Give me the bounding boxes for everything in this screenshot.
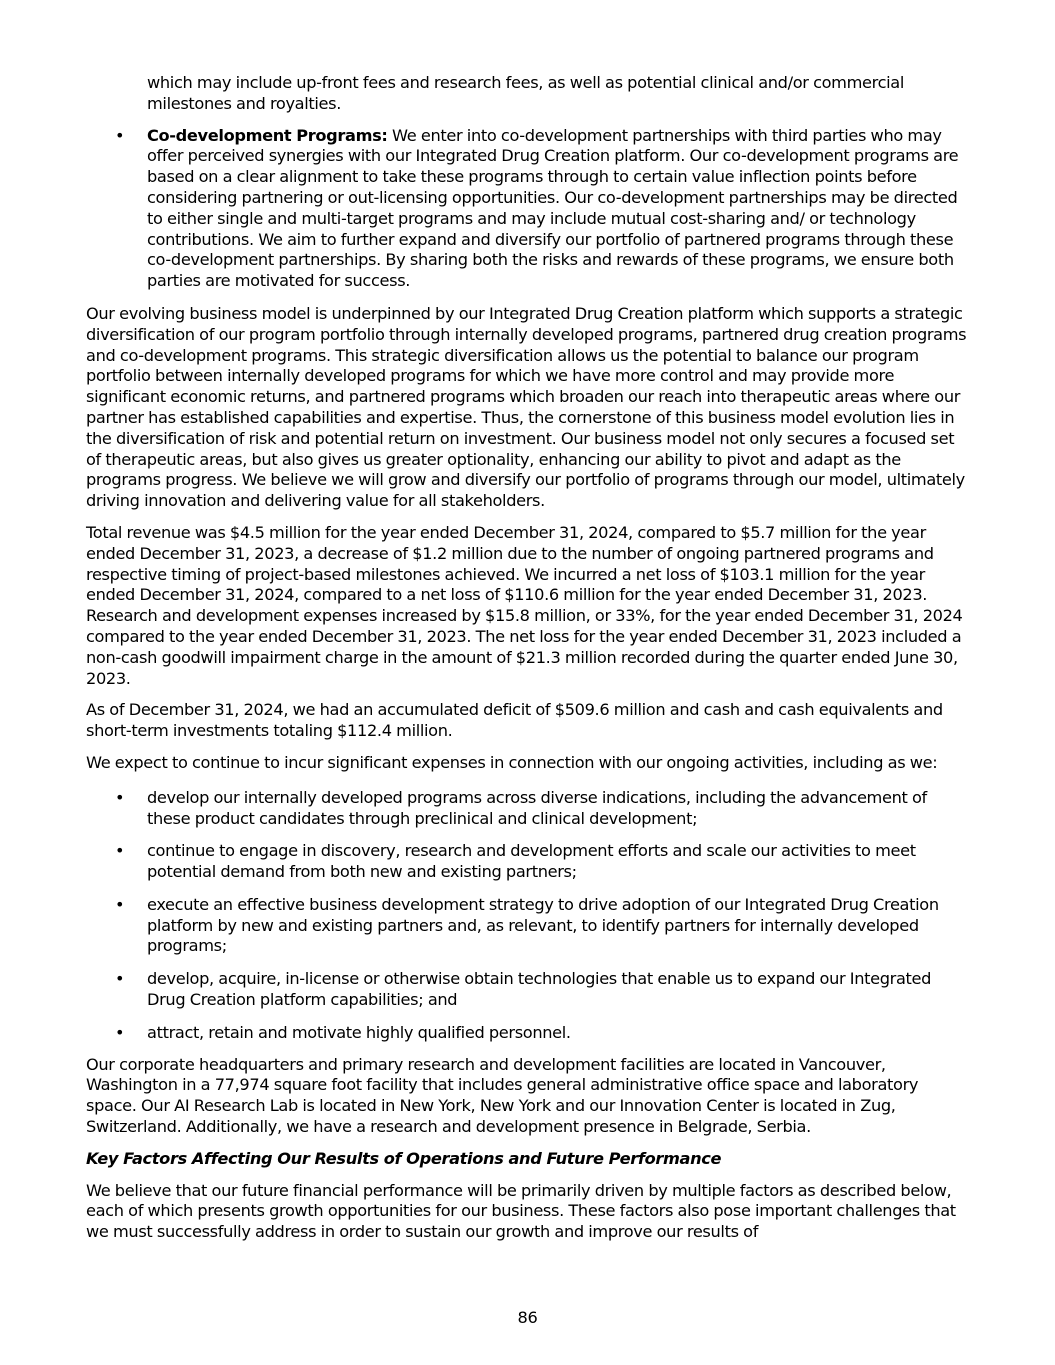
headquarters-paragraph: Our corporate headquarters and primary research and development facilities are located in Vancouver, Washington in a 77,974 square foot facility that includes general administrative office space and laboratory space. Our AI Research Lab is located in New York, New York and our Innovation Center is located in Zug, Switzerland. Additionally, we have a research and development presence in Belgrade, Serbia.	[86, 1054, 919, 1137]
revenue-paragraph: Total revenue was $4.5 million for the year ended December 31, 2024, compared to $5.7 million for the year ended December 31, 2023, a decrease of $1.2 million due to the number of ongoing partnered programs and respective timing of project-based milestones achieved. We incurred a net loss of $103.1 million for the year ended December 31, 2024, compared to a net loss of $110.6 million for the year ended December 31, 2023. Research and development expenses increased by $15.8 million, or 33%, for the year ended December 31, 2024 compared to the year ended December 31, 2023. The net loss for the year ended December 31, 2023 included a non-cash goodwill impairment charge in the amount of $21.3 million recorded during the quarter ended June 30, 2023.	[86, 522, 963, 688]
expense-bullet-execute	[86, 895, 970, 957]
continuation-paragraph: which may include up-front fees and research fees, as well as potential clinical and/or commercial milestones and royalties.	[147, 73, 904, 113]
section-heading: Key Factors Affecting Our Results of Operations and Future Performance	[86, 1148, 722, 1168]
bullet-icon: •	[115, 969, 125, 989]
co-development-text: We enter into co-development partnerships with third parties who may offer perceived synergies with our Integrated Drug Creation platform. Our co-development programs are based on a clear alignment to take these programs through to certain value inflection points before considering partnering or out-licensing opportunities. Our co-development partnerships may be directed to either single and multi-target programs and may include mutual cost-sharing and/ or technology contributions. We aim to further expand and diversify our portfolio of partnered programs through these co-development partnerships. By sharing both the risks and rewards of these programs, we ensure both parties are motivated for success.	[147, 125, 959, 291]
document-page	[86, 73, 970, 1254]
expenses-intro-paragraph: We expect to continue to incur significant expenses in connection with our ongoing activities, including as we:	[86, 752, 938, 772]
business-model-paragraph: Our evolving business model is underpinned by our Integrated Drug Creation platform which supports a strategic diversification of our program portfolio through internally developed programs, partnered drug creation programs and co-development programs. This strategic diversification allows us the potential to balance our program portfolio between internally developed programs for which we have more control and may provide more significant economic returns, and partnered programs which broaden our reach into therapeutic areas where our partner has established capabilities and expertise. Thus, the cornerstone of this business model evolution lies in the diversification of risk and potential return on investment. Our business model not only secures a focused set of therapeutic areas, but also gives us greater optionality, enhancing our ability to pivot and adapt as the programs progress. We believe we will grow and diversify our portfolio of programs through our model, ultimately driving innovation and delivering value for all stakeholders.	[86, 303, 967, 511]
co-development-bullet	[86, 126, 970, 292]
expense-bullet-text: develop our internally developed programs across diverse indications, including the advancement of these product candidates through preclinical and clinical development;	[147, 787, 927, 828]
factors-paragraph: We believe that our future financial performance will be primarily driven by multiple factors as described below, each of which presents growth opportunities for our business. These factors also pose important challenges that we must successfully address in order to sustain our growth and improve our results of	[86, 1180, 956, 1242]
bullet-icon: •	[115, 1022, 125, 1042]
co-development-title: Co-development Programs:	[147, 125, 388, 145]
expense-bullet-acquire	[86, 969, 970, 1011]
expense-bullet-text: execute an effective business development strategy to drive adoption of our Integrated Drug Creation platform by new and existing partners and, as relevant, to identify partners for internally developed programs;	[147, 894, 939, 956]
bullet-icon: •	[115, 894, 125, 914]
expense-bullet-text: continue to engage in discovery, research and development efforts and scale our activities to meet potential demand from both new and existing partners;	[147, 841, 916, 882]
expense-bullet-engage	[86, 841, 970, 883]
bullet-icon: •	[115, 125, 125, 145]
bullet-icon: •	[115, 787, 125, 807]
expense-bullet-text: develop, acquire, in-license or otherwise obtain technologies that enable us to expand our Integrated Drug Creation platform capabilities; and	[147, 969, 932, 1010]
expense-bullet-text: attract, retain and motivate highly qualified personnel.	[147, 1022, 571, 1042]
expense-bullet-attract	[86, 1023, 970, 1044]
deficit-paragraph: As of December 31, 2024, we had an accumulated deficit of $509.6 million and cash and cash equivalents and short-term investments totaling $112.4 million.	[86, 700, 943, 741]
bullet-icon: •	[115, 841, 125, 861]
page-number: 86	[517, 1308, 538, 1327]
expense-bullet-develop	[86, 788, 970, 830]
